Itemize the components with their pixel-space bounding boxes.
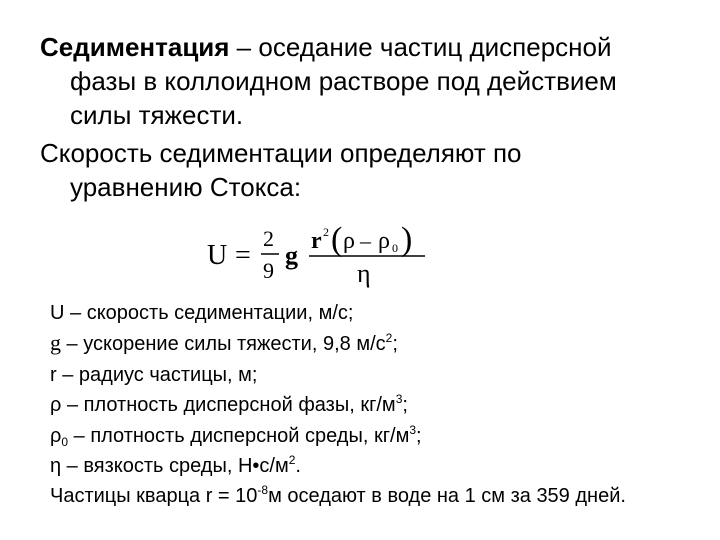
def-tail: ; xyxy=(402,394,408,417)
def-row-rho xyxy=(50,390,710,420)
formula-open-paren: ( xyxy=(331,221,343,258)
def-sup: 3 xyxy=(395,392,403,407)
def-symbol: r xyxy=(50,363,57,386)
formula-eta: η xyxy=(357,259,371,288)
def-sup: 3 xyxy=(409,422,417,437)
formula-equals: = xyxy=(235,240,251,271)
definition-text: – оседание частиц дисперсной xyxy=(229,32,612,62)
quartz-fact xyxy=(50,481,710,511)
def-symbol: η xyxy=(50,455,62,478)
def-text: – плотность дисперсной фазы, кг/м xyxy=(61,394,396,417)
fact-part-a: Частицы кварца r = 10 xyxy=(50,485,258,508)
def-tail: . xyxy=(295,455,301,478)
formula-g: g xyxy=(285,241,298,270)
formula-numerator: 2 xyxy=(263,226,274,251)
definition-paragraph xyxy=(40,30,700,132)
formula-rho0-sub: 0 xyxy=(392,241,398,255)
formula-minus: – xyxy=(360,228,371,253)
definition-line-2: фазы в коллоидном растворе под действием xyxy=(70,66,617,96)
def-symbol: ρ xyxy=(50,394,62,417)
def-sup: 2 xyxy=(288,453,296,468)
def-sub: 0 xyxy=(61,434,69,449)
def-symbol: g xyxy=(50,330,61,356)
def-text: – скорость седиментации, м/с; xyxy=(64,302,354,324)
def-row-g xyxy=(50,328,710,359)
def-symbol: ρ xyxy=(50,424,62,447)
symbol-definitions xyxy=(50,298,710,512)
def-text: – вязкость среды, Н•с/м xyxy=(61,455,289,478)
term-sedimentation: Седиментация xyxy=(40,32,230,62)
formula-close-paren: ) xyxy=(401,221,413,258)
def-text: – ускорение силы тяжести, 9,8 м/с xyxy=(61,333,386,356)
fact-part-b: м оседают в воде на 1 см за 359 дней. xyxy=(268,485,626,508)
formula-lhs: U xyxy=(207,240,228,271)
formula-r-exponent: 2 xyxy=(323,225,329,239)
def-row-u xyxy=(50,298,710,328)
def-text: – радиус частицы, м; xyxy=(56,363,258,386)
stokes-formula xyxy=(205,216,455,296)
formula-r: r xyxy=(311,228,322,254)
definition-line-3: силы тяжести. xyxy=(70,100,244,130)
def-tail: ; xyxy=(416,424,422,447)
def-row-eta xyxy=(50,451,710,481)
speed-line-1: Скорость седиментации определяют по xyxy=(40,138,522,168)
def-row-r xyxy=(50,360,710,390)
fact-exponent: -8 xyxy=(257,483,269,498)
def-tail: ; xyxy=(392,333,398,356)
def-text: – плотность дисперсной среды, кг/м xyxy=(68,424,410,447)
speed-paragraph xyxy=(40,136,700,204)
speed-line-2: уравнению Стокса: xyxy=(70,172,302,202)
formula-rho: ρ xyxy=(343,228,355,254)
def-symbol: U xyxy=(50,302,65,324)
formula-denominator: 9 xyxy=(263,258,274,283)
formula-rho0: ρ xyxy=(378,228,390,254)
def-row-rho0 xyxy=(50,421,710,451)
def-sup: 2 xyxy=(385,331,393,346)
